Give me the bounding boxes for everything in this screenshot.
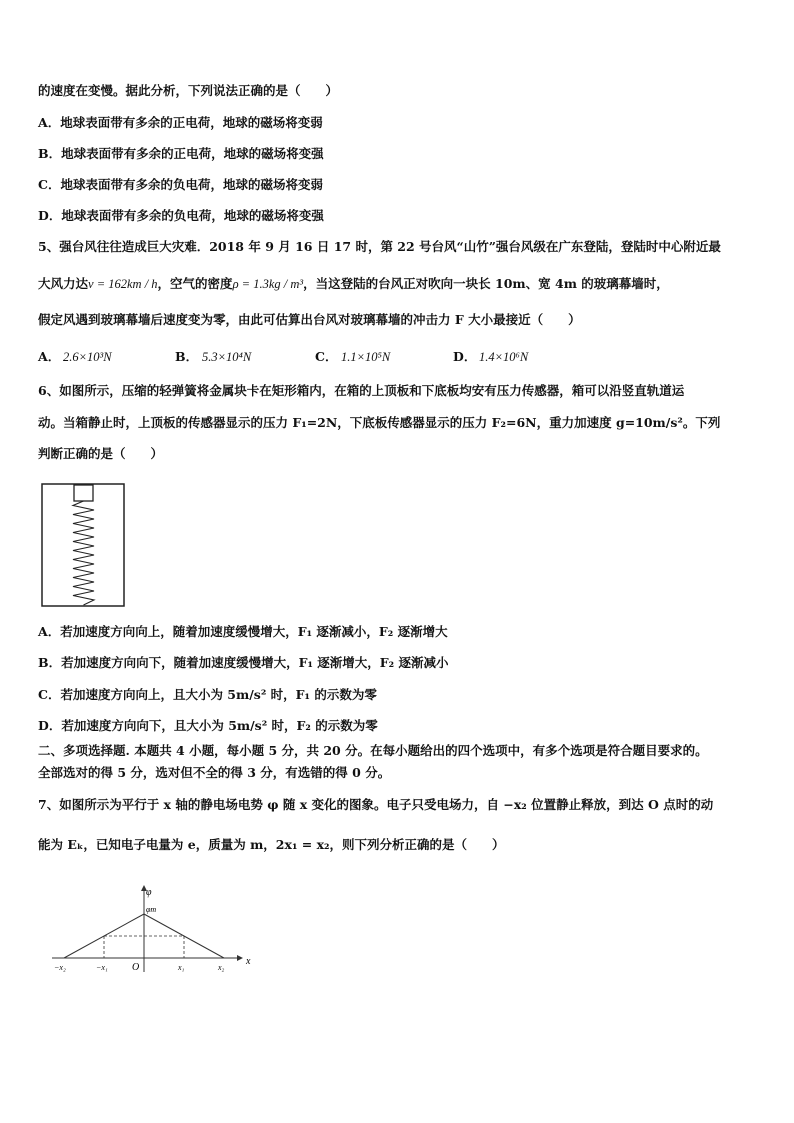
q4-stem-tail: 的速度在变慢。据此分析，下列说法正确的是（ ） <box>38 83 339 98</box>
x-axis-label: x <box>246 956 251 967</box>
q5-line2-pre: 大风力达 <box>38 276 89 291</box>
q5-option-a-label: A． <box>38 349 61 364</box>
tick-neg-x1: −x₁ <box>96 963 108 972</box>
q5-stem-line1: 5、强台风往往造成巨大灾难．2018 年 9 月 16 日 17 时，第 22 号台风“山竹”强台风级在广东登陆，登陆时中心附近最 <box>38 239 721 254</box>
y-axis-label: φ <box>146 887 152 898</box>
potential-graph <box>48 880 258 980</box>
section2-heading-line2: 全部选对的得 5 分，选对但不全的得 3 分，有选错的得 0 分。 <box>38 765 391 780</box>
q5-option-c-value: 1.1×10⁵N <box>341 350 391 364</box>
q6-option-d: D．若加速度方向向下，且大小为 5m/s² 时，F₂ 的示数为零 <box>38 718 378 733</box>
tick-x2: x₂ <box>218 963 225 972</box>
q5-stem-line3: 假定风遇到玻璃幕墙后速度变为零，由此可估算出台风对玻璃幕墙的冲击力 F 大小最接近（ ） <box>38 312 581 327</box>
q6-stem-line3: 判断正确的是（ ） <box>38 446 164 461</box>
peak-label: φm <box>146 905 157 914</box>
q7-stem-line2: 能为 Eₖ，已知电子电量为 e，质量为 m，2x₁ = x₂，则下列分析正确的是（ ） <box>38 837 505 852</box>
tick-x1: x₁ <box>178 963 185 972</box>
q5-option-d-value: 1.4×10⁶N <box>479 350 529 364</box>
q5-line2-post: ，当这登陆的台风正对吹向一块长 10m、宽 4m 的玻璃幕墙时， <box>303 276 669 291</box>
q4-option-c: C．地球表面带有多余的负电荷，地球的磁场将变弱 <box>38 177 323 192</box>
box-outline <box>42 484 124 606</box>
tick-neg-x2: −x₂ <box>54 963 66 972</box>
q5-option-b-value: 5.3×10⁴N <box>202 350 252 364</box>
q5-air-density: ρ = 1.3kg / m³ <box>232 277 304 291</box>
q5-option-d-label: D． <box>453 349 477 364</box>
section2-heading-line1: 二、多项选择题. 本题共 4 小题，每小题 5 分，共 20 分。在每小题给出的四个选项中，有多个选项是符合题目要求的。 <box>38 743 708 758</box>
q5-option-a-value: 2.6×10³N <box>63 350 112 364</box>
q5-wind-speed: v = 162km / h <box>88 277 158 291</box>
q5-stem-line2 <box>38 276 669 292</box>
q4-option-d: D．地球表面带有多余的负电荷，地球的磁场将变强 <box>38 208 324 223</box>
q6-stem-line2: 动。当箱静止时，上顶板的传感器显示的压力 F₁=2N，下底板传感器显示的压力 F₂=6N，重力加速度 g=10m/s²。下列 <box>38 415 721 430</box>
q4-option-b: B．地球表面带有多余的正电荷，地球的磁场将变强 <box>38 146 324 161</box>
q6-option-b: B．若加速度方向向下，随着加速度缓慢增大，F₁ 逐渐增大，F₂ 逐渐减小 <box>38 655 449 670</box>
q6-option-a: A．若加速度方向向上，随着加速度缓慢增大，F₁ 逐渐减小，F₂ 逐渐增大 <box>38 624 448 639</box>
q6-option-c: C．若加速度方向向上，且大小为 5m/s² 时，F₁ 的示数为零 <box>38 687 377 702</box>
spring <box>73 501 94 605</box>
spring-box-figure <box>40 482 130 610</box>
metal-block <box>74 485 93 501</box>
q5-line2-mid: ，空气的密度 <box>157 276 233 291</box>
q5-option-b-label: B． <box>175 349 199 364</box>
q4-option-a: A．地球表面带有多余的正电荷，地球的磁场将变弱 <box>38 115 323 130</box>
q5-option-c-label: C． <box>315 349 338 364</box>
q7-stem-line1: 7、如图所示为平行于 x 轴的静电场电势 φ 随 x 变化的图象。电子只受电场力，自 −x₂ 位置静止释放，到达 O 点时的动 <box>38 797 714 812</box>
q6-stem-line1: 6、如图所示，压缩的轻弹簧将金属块卡在矩形箱内，在箱的上顶板和下底板均安有压力传感器，箱可以沿竖直轨道运 <box>38 383 685 398</box>
origin-label: O <box>132 962 140 973</box>
